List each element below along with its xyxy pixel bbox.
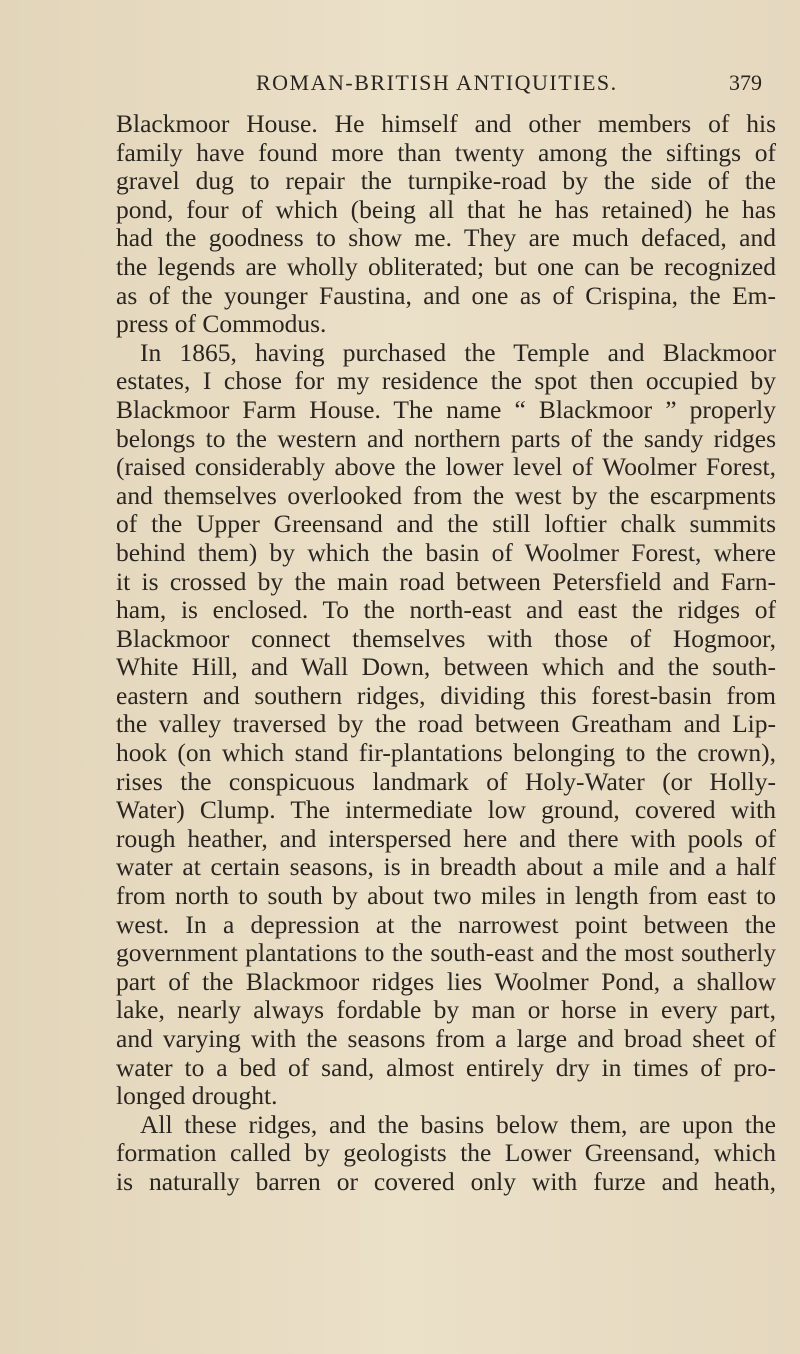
text-line: the valley traversed by the road between Greatham and Lip-	[116, 709, 776, 739]
text-line: eastern and southern ridges, dividing this forest-basin from	[116, 680, 776, 710]
text-line: family have found more than twenty among the siftings of	[116, 137, 776, 167]
text-line: hook (on which stand fir-plantations belonging to the crown),	[116, 738, 776, 768]
running-title: ROMAN-BRITISH ANTIQUITIES.	[256, 70, 618, 95]
text-line: estates, I chose for my residence the spot then occupied by	[116, 366, 776, 396]
text-line: west. In a depression at the narrowest point between the	[116, 909, 776, 939]
text-line: behind them) by which the basin of Woolmer Forest, where	[116, 537, 776, 567]
text-line: part of the Blackmoor ridges lies Woolmer Pond, a shallow	[116, 966, 776, 996]
paragraph-2	[116, 339, 776, 1111]
text-line: ham, is enclosed. To the north-east and east the ridges of	[116, 595, 776, 625]
text-line: Water) Clump. The intermediate low ground, covered with	[116, 795, 776, 825]
text-line: water at certain seasons, is in breadth about a mile and a half	[116, 852, 776, 882]
running-head	[116, 40, 776, 95]
text-line: as of the younger Faustina, and one as of Crispina, the Em-	[116, 280, 776, 310]
text-line: Blackmoor connect themselves with those of Hogmoor,	[116, 623, 776, 653]
text-line: water to a bed of sand, almost entirely dry in times of pro-	[116, 1052, 776, 1082]
text-line: had the goodness to show me. They are much defaced, and	[116, 223, 776, 253]
text-line: gravel dug to repair the turnpike-road by the side of the	[116, 166, 776, 196]
text-line: rough heather, and interspersed here and there with pools of	[116, 823, 776, 853]
text-line: White Hill, and Wall Down, between which and the south-	[116, 652, 776, 682]
text-line: belongs to the western and northern parts of the sandy ridges	[116, 423, 776, 453]
page-number: 379	[729, 70, 762, 95]
text-line: longed drought.	[116, 1081, 278, 1111]
paragraph-1	[116, 110, 776, 339]
text-line: Blackmoor House. He himself and other members of his	[116, 109, 776, 138]
text-line: of the Upper Greensand and the still loftier chalk summits	[116, 509, 776, 539]
text-line: rises the conspicuous landmark of Holy-Water (or Holly-	[116, 766, 776, 796]
text-line: is naturally barren or covered only with furze and heath,	[116, 1166, 776, 1196]
text-line: government plantations to the south-east and the most southerly	[116, 938, 776, 968]
text-line: press of Commodus.	[116, 309, 327, 339]
body-text	[116, 110, 776, 1197]
text-line: and varying with the seasons from a large and broad sheet of	[116, 1024, 776, 1053]
text-line: lake, nearly always fordable by man or horse in every part,	[116, 995, 776, 1025]
book-page	[116, 40, 776, 1197]
text-line: In 1865, having purchased the Temple and Blackmoor	[140, 337, 776, 367]
paragraph-3	[116, 1111, 776, 1197]
text-line: All these ridges, and the basins below them, are upon the	[140, 1109, 776, 1139]
text-line: Blackmoor Farm House. The name “ Blackmoor ” properly	[116, 394, 776, 424]
text-line: (raised considerably above the lower level of Woolmer Forest,	[116, 452, 776, 482]
text-line: pond, four of which (being all that he has retained) he has	[116, 194, 776, 224]
text-line: the legends are wholly obliterated; but one can be recognized	[116, 251, 776, 281]
text-line: it is crossed by the main road between Petersfield and Farn-	[116, 566, 776, 596]
text-line: formation called by geologists the Lower Greensand, which	[116, 1138, 776, 1168]
text-line: and themselves overlooked from the west by the escarpments	[116, 480, 776, 510]
text-line: from north to south by about two miles in length from east to	[116, 881, 776, 911]
